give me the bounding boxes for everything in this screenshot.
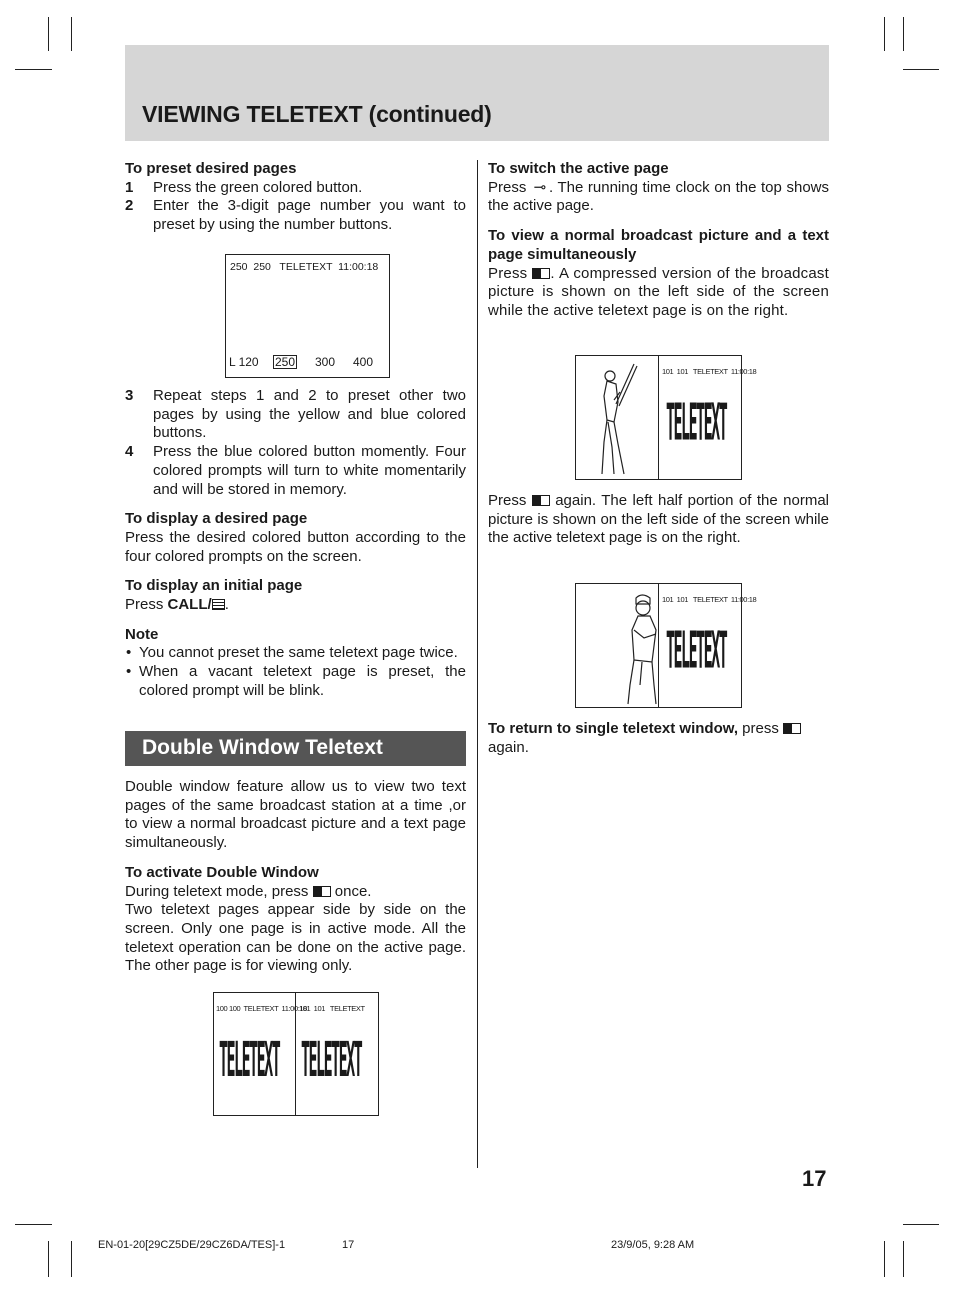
section-heading: To view a normal broadcast picture and a text page simultaneously [488,227,829,263]
half-picture-and-teletext-screen [575,583,757,708]
baseball-player-illustration [594,362,644,477]
crop-mark [903,17,904,51]
screen-divider [658,356,659,479]
right-column-return [488,720,829,757]
dual-teletext-screen [213,992,379,1116]
section-title: Double Window Teletext [142,736,383,759]
right-column [488,160,829,321]
paragraph [125,596,466,615]
step-item [125,387,466,443]
intro-paragraph: Double window feature allow us to view two text pages of the same broadcast station at a time ,or to view a normal broadcast picture and a text page simultaneously. [125,778,466,852]
picture-and-teletext-screen [575,355,757,480]
paragraph [488,265,829,321]
crop-mark [884,1241,885,1277]
call-button-label: CALL/ [167,596,212,614]
page-number: 17 [802,1166,827,1191]
step-text: Enter the 3-digit page number you want to preset by using the number buttons. [153,197,466,234]
note-text: You cannot preset the same teletext page twice. [139,644,458,662]
footer-timestamp: 23/9/05, 9:28 AM [611,1239,695,1251]
text-run: Press [488,178,531,196]
bold-text: To return to single teletext window, [488,720,739,737]
crop-mark [71,17,72,51]
screen-prompt-boxed: 250 [275,355,296,369]
crop-mark [903,1224,939,1225]
note-bullet: • When a vacant teletext page is preset, the colored prompt will be blink. [126,663,466,699]
crop-mark [48,1241,49,1277]
section-heading: To display a desired page [125,510,308,528]
press-text: Press [125,596,168,614]
text-run: During teletext mode, press [125,882,313,900]
paragraph [488,179,829,216]
left-teletext-big: TELETEXT [219,1031,280,1089]
step-item [125,179,466,198]
footer-file-id: EN-01-20[29CZ5DE/29CZ6DA/TES]-1 [98,1239,286,1251]
footer-page: 17 [342,1239,355,1251]
text-run: again. The left half portion of the normal picture is shown on the left side of the screen while the active teletext page is on the right. [488,492,829,547]
note-text: When a vacant teletext page is preset, the colored prompt will be blink. [139,663,466,699]
text-run: once. [330,882,372,900]
text-run: . The running time clock on the top shows the active page. [488,178,829,215]
step-item [125,443,466,499]
section-heading: To switch the active page [488,160,669,177]
crop-mark [15,1224,52,1225]
double-window-button-icon [532,268,550,279]
crop-mark [903,69,939,70]
double-window-text [125,778,466,976]
text-run: Press [488,264,533,282]
paragraph: Two teletext pages appear side by side on the screen. Only one page is in active mode. All the teletext operation can be done on the active page. The other page is for viewing only. [125,901,466,975]
step-number: 2 [125,197,134,215]
double-window-button-icon [313,886,331,897]
left-column-continued [125,387,466,701]
crop-mark [48,17,49,51]
paragraph [488,492,829,548]
screen-prompt-400: 400 [353,355,374,369]
teletext-big: TELETEXT [666,620,727,682]
section-heading: To display an initial page [125,577,303,595]
text-run: Press [488,492,532,509]
left-column [125,160,466,235]
text-run: . A compressed version of the broadcast picture is shown on the left side of the screen while the active teletext page is on the right. [488,264,829,319]
section-heading: To preset desired pages [125,160,297,177]
screen-prompt-300: 300 [315,355,336,369]
step-number: 1 [125,178,134,196]
screen-divider [658,584,659,707]
teletext-big: TELETEXT [666,392,727,454]
note-bullet: • You cannot preset the same teletext page twice. [126,644,458,662]
paragraph: Press the desired colored button according to the four colored prompts on the screen. [125,528,466,565]
paragraph [488,720,829,739]
page-header [125,45,829,141]
double-window-button-icon [532,495,550,506]
crop-mark [884,17,885,51]
crop-mark [15,69,52,70]
page-title: VIEWING TELETEXT (continued) [142,101,492,127]
teletext-header: 101 101 TELETEXT 11:00:18 [662,595,757,604]
screen-prompt-l: L 120 [229,355,259,369]
period: . [224,596,229,614]
step-text: Repeat steps 1 and 2 to preset other two pages by using the yellow and blue colored buttons. [153,387,466,442]
preset-screen-illustration [225,254,390,378]
section-title-bar [125,731,466,766]
teletext-header: 101 101 TELETEXT 11:00:18 [662,367,757,376]
step-text: Press the green colored button. [153,178,363,196]
paragraph [125,883,466,902]
step-text: Press the blue colored button momently. Four colored prompts will turn to white momentarily and will be stored in memory. [153,443,466,498]
baseball-player-illustration [626,590,658,706]
double-window-button-icon [783,723,801,734]
step-number: 3 [125,387,134,404]
screen-header-line: 250 250 TELETEXT 11:00:18 [230,261,379,273]
paragraph: again. [488,738,529,756]
step-item [125,197,466,234]
call-icon [212,599,225,610]
crop-mark [903,1241,904,1277]
switch-arrow-icon: ⊸ [533,178,547,196]
crop-mark [71,1241,72,1277]
right-page-header: 101 101 TELETEXT [299,1004,365,1013]
right-teletext-big: TELETEXT [301,1031,362,1089]
text-run: press [738,720,784,737]
right-column-again [488,492,829,548]
step-number: 4 [125,443,134,461]
note-heading: Note [125,625,159,643]
column-divider [477,160,478,1168]
section-heading: To activate Double Window [125,863,319,881]
left-page-header: 100 100 TELETEXT 11:00:18 [216,1004,307,1013]
